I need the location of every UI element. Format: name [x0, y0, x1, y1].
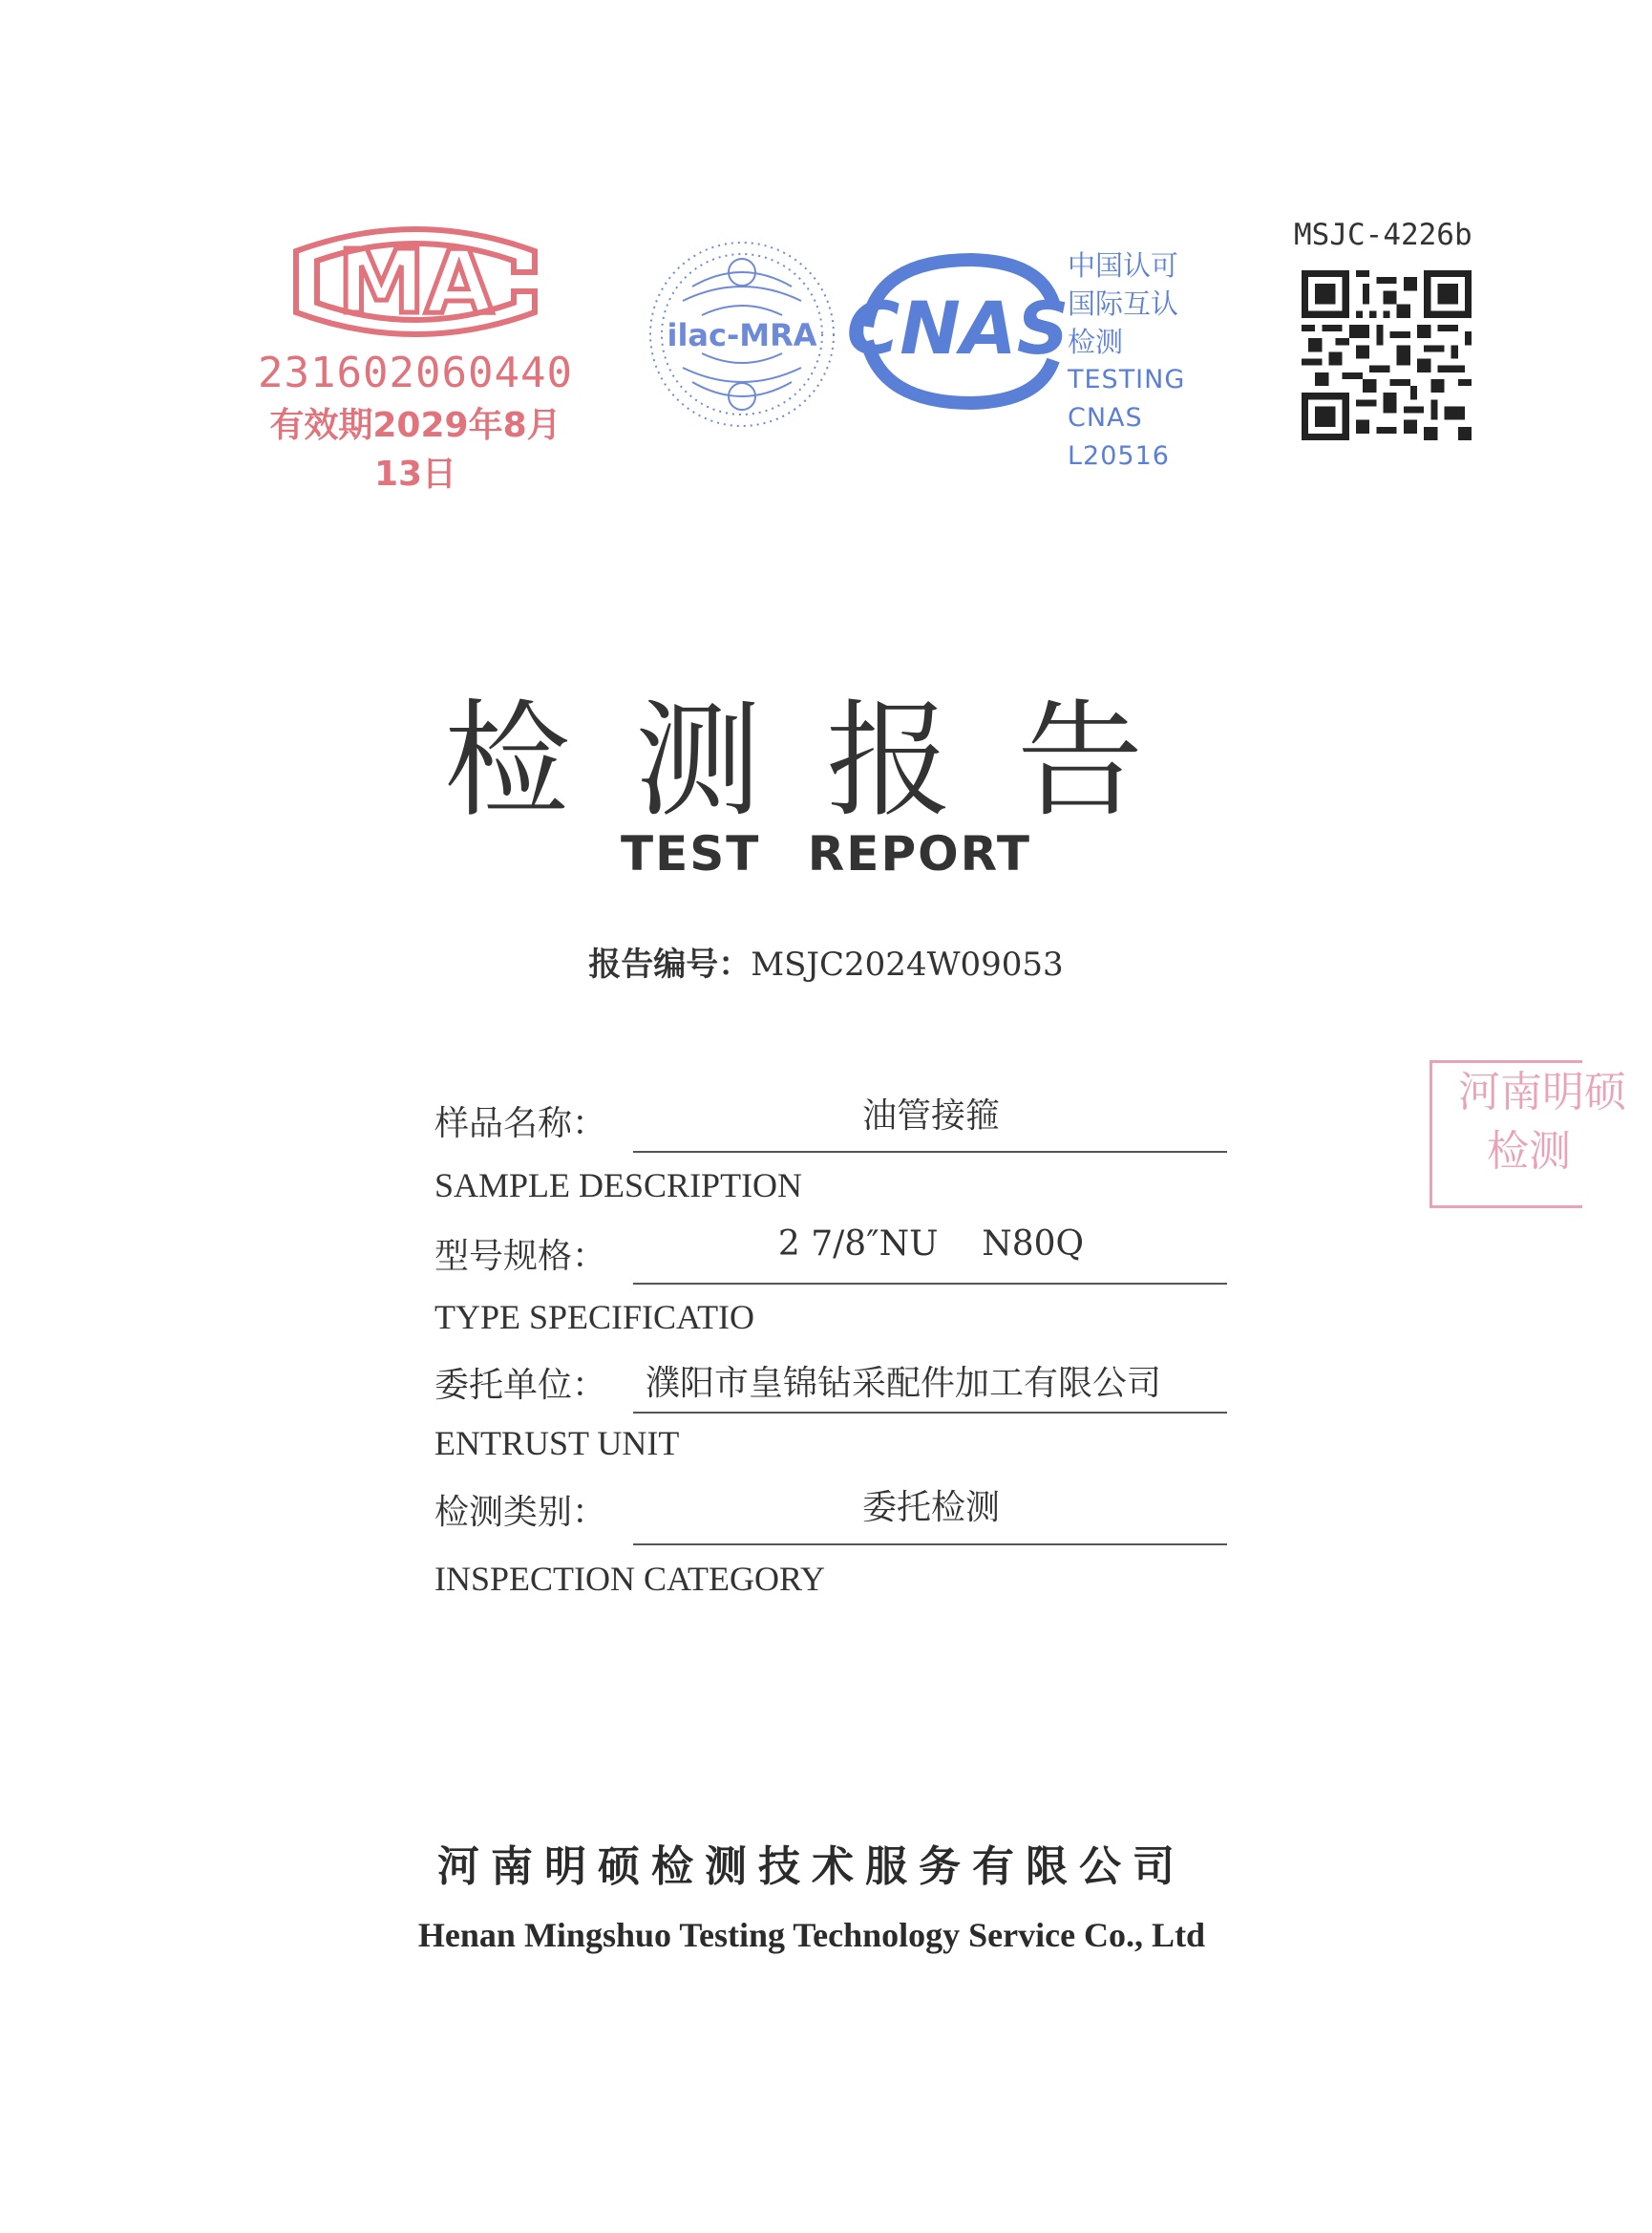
- inspection-category-label: INSPECTION CATEGORY: [434, 1560, 826, 1598]
- edge-seal-stamp: [1430, 1060, 1626, 1208]
- cnas-line-4: TESTING: [1068, 365, 1186, 394]
- cma-validity: 有效期2029年8月13日: [269, 406, 561, 494]
- company-name-english: Henan Mingshuo Testing Technology Service Co., Ltd: [417, 1916, 1206, 1954]
- model-spec-underline: [633, 1283, 1227, 1285]
- qr-code-number: MSJC-4226b: [1294, 218, 1472, 252]
- title-chinese: 检测报告: [444, 688, 1208, 835]
- ilac-mra-seal: [645, 234, 840, 435]
- cnas-globe-icon: [848, 250, 1068, 413]
- inspection-type-underline: [633, 1543, 1227, 1545]
- sample-name-value: 油管接箍: [861, 1096, 1000, 1136]
- svg-text:ilac-MRA: ilac-MRA: [667, 317, 817, 353]
- qr-matrix: [1302, 270, 1472, 440]
- inspection-type-value: 委托检测: [861, 1488, 1000, 1527]
- model-spec-value: 2 7/8″NU N80Q: [777, 1224, 1085, 1264]
- ilac-mra-icon: [645, 234, 840, 435]
- sample-name-label: 样品名称：: [434, 1104, 607, 1143]
- cma-logo-icon: [267, 215, 563, 349]
- report-number-label: 报告编号：: [588, 946, 752, 984]
- type-specification-label: TYPE SPECIFICATIO: [434, 1298, 755, 1336]
- model-spec-label: 型号规格：: [434, 1237, 607, 1276]
- cnas-logo: [848, 250, 1068, 413]
- cnas-accreditation-text: [1068, 246, 1220, 476]
- inspection-type-label: 检测类别：: [434, 1493, 607, 1532]
- entrust-unit-underline: [633, 1412, 1227, 1414]
- report-number-value: MSJC2024W09053: [751, 946, 1064, 984]
- entrust-unit-en-label: ENTRUST UNIT: [434, 1424, 680, 1462]
- cnas-line-3: 检测: [1068, 326, 1124, 358]
- cnas-line-1: 中国认可: [1068, 249, 1179, 282]
- company-name-chinese: 河南明硕检测技术服务有限公司: [437, 1842, 1186, 1891]
- title-english: TEST REPORT: [621, 826, 1031, 882]
- qr-code-icon[interactable]: [1302, 270, 1472, 440]
- cma-number: 231602060440: [258, 349, 573, 397]
- edge-seal-line-2: 检测: [1487, 1127, 1571, 1176]
- sample-description-label: SAMPLE DESCRIPTION: [434, 1166, 803, 1204]
- cnas-line-2: 国际互认: [1068, 287, 1179, 320]
- svg-text:MA: MA: [337, 231, 494, 333]
- entrust-unit-value: 濮阳市皇锦钻采配件加工有限公司: [646, 1364, 1162, 1403]
- entrust-unit-label: 委托单位：: [434, 1366, 607, 1405]
- cnas-line-5: CNAS L20516: [1068, 403, 1170, 471]
- cma-seal: [258, 215, 573, 494]
- report-number: [0, 938, 1652, 985]
- sample-name-underline: [633, 1151, 1227, 1153]
- edge-seal-line-1: 河南明硕: [1458, 1068, 1626, 1116]
- svg-text:CNAS: CNAS: [846, 286, 1070, 371]
